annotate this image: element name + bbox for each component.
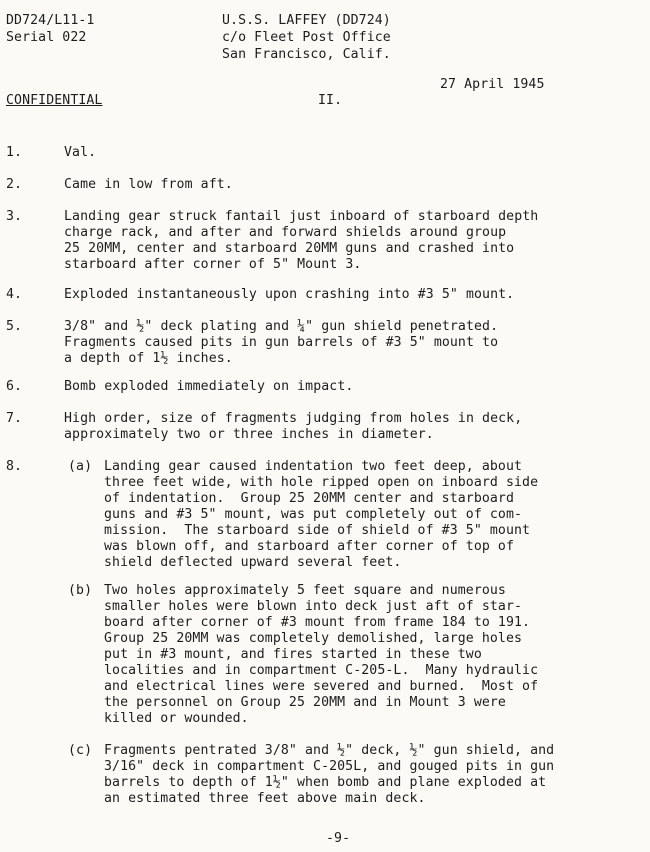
subitem-line: and electrical lines were severed and burned. Most of bbox=[104, 679, 539, 694]
subitem-line: guns and #3 5" mount, was put completely out of com- bbox=[104, 507, 523, 522]
ship-address-line: San Francisco, Calif. bbox=[222, 47, 391, 62]
subitem-line: three feet wide, with hole ripped open on inboard side bbox=[104, 475, 539, 490]
item-line: 25 20MM, center and starboard 20MM guns and crashed into bbox=[64, 241, 515, 256]
item-line: charge rack, and after and forward shields around group bbox=[64, 225, 507, 240]
item-line: Bomb exploded immediately on impact. bbox=[64, 379, 354, 394]
subitem-line: the personnel on Group 25 20MM and in Mount 3 were bbox=[104, 695, 506, 710]
item-line: Fragments caused pits in gun barrels of #3 5" mount to bbox=[64, 335, 499, 350]
serial-number: Serial 022 bbox=[6, 30, 87, 45]
subitem-line: Two holes approximately 5 feet square and numerous bbox=[104, 583, 506, 598]
subitem-line: shield deflected upward several feet. bbox=[104, 555, 402, 570]
item-number: 3. bbox=[6, 209, 23, 224]
item-line: Val. bbox=[64, 145, 97, 160]
item-line: 3/8" and ½" deck plating and ¼" gun shield penetrated. bbox=[64, 319, 499, 334]
subitem-label: (b) bbox=[68, 583, 93, 598]
item-line: Landing gear struck fantail just inboard of starboard depth bbox=[64, 209, 539, 224]
ship-name: U.S.S. LAFFEY (DD724) bbox=[222, 13, 391, 28]
section-number: II. bbox=[318, 93, 343, 108]
ship-address-line: c/o Fleet Post Office bbox=[222, 30, 391, 45]
subitem-label: (a) bbox=[68, 459, 93, 474]
page-number: -9- bbox=[326, 831, 351, 846]
item-number: 5. bbox=[6, 319, 23, 334]
document-date: 27 April 1945 bbox=[440, 77, 545, 92]
subitem-line: barrels to depth of 1½" when bomb and plane exploded at bbox=[104, 775, 547, 790]
subitem-line: of indentation. Group 25 20MM center and starboard bbox=[104, 491, 515, 506]
item-line: Exploded instantaneously upon crashing into #3 5" mount. bbox=[64, 287, 515, 302]
subitem-line: Fragments pentrated 3/8" and ½" deck, ½" gun shield, and bbox=[104, 743, 555, 758]
subitem-line: board after corner of #3 mount from frame 184 to 191. bbox=[104, 615, 531, 630]
item-line: a depth of 1½ inches. bbox=[64, 351, 233, 366]
file-reference: DD724/L11-1 bbox=[6, 13, 95, 28]
subitem-line: Group 25 20MM was completely demolished, large holes bbox=[104, 631, 523, 646]
item-number: 4. bbox=[6, 287, 23, 302]
subitem-line: was blown off, and starboard after corner of top of bbox=[104, 539, 515, 554]
subitem-line: an estimated three feet above main deck. bbox=[104, 791, 426, 806]
item-line: High order, size of fragments judging from holes in deck, bbox=[64, 411, 523, 426]
item-line: approximately two or three inches in diameter. bbox=[64, 427, 434, 442]
subitem-line: killed or wounded. bbox=[104, 711, 249, 726]
subitem-line: smaller holes were blown into deck just aft of star- bbox=[104, 599, 523, 614]
subitem-line: put in #3 mount, and fires started in these two bbox=[104, 647, 482, 662]
classification-label: CONFIDENTIAL bbox=[6, 93, 103, 108]
item-number: 6. bbox=[6, 379, 23, 394]
item-line: Came in low from aft. bbox=[64, 177, 233, 192]
subitem-line: Landing gear caused indentation two feet deep, about bbox=[104, 459, 523, 474]
item-number: 8. bbox=[6, 459, 23, 474]
subitem-line: localities and in compartment C-205-L. Many hydraulic bbox=[104, 663, 539, 678]
item-number: 2. bbox=[6, 177, 23, 192]
subitem-label: (c) bbox=[68, 743, 93, 758]
subitem-line: 3/16" deck in compartment C-205L, and gouged pits in gun bbox=[104, 759, 555, 774]
subitem-line: mission. The starboard side of shield of #3 5" mount bbox=[104, 523, 531, 538]
item-number: 1. bbox=[6, 145, 23, 160]
item-line: starboard after corner of 5" Mount 3. bbox=[64, 257, 362, 272]
item-number: 7. bbox=[6, 411, 23, 426]
